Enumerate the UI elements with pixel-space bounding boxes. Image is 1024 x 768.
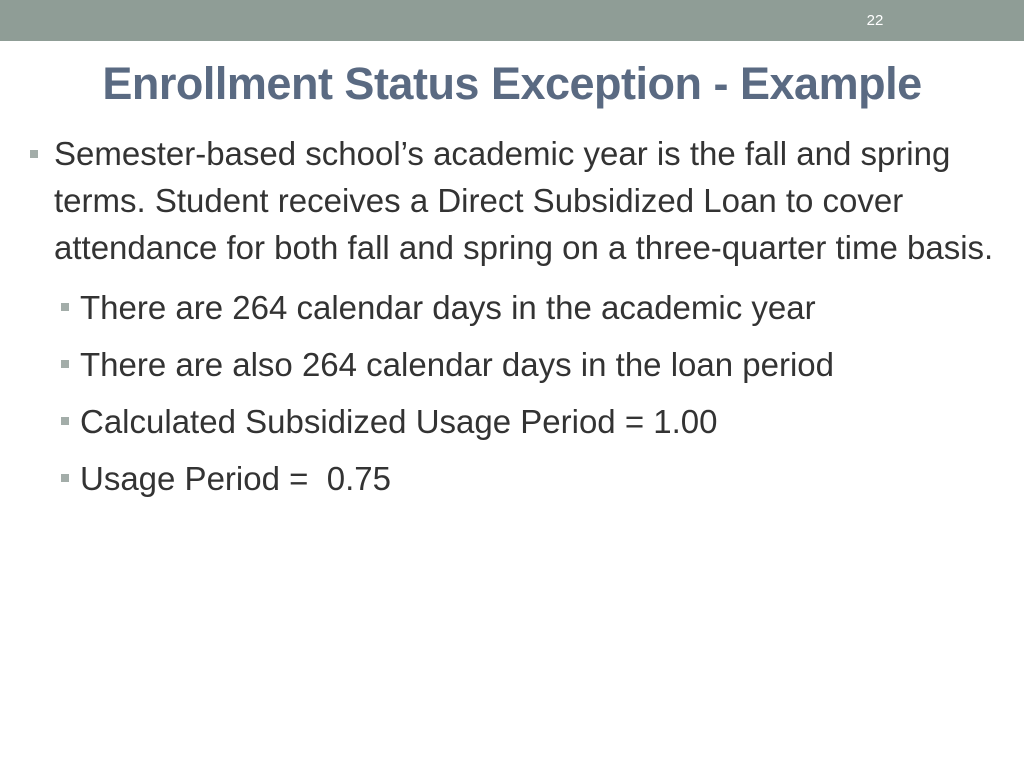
- slide-content: [0, 130, 1024, 507]
- slide-number: 22: [866, 12, 884, 29]
- sub-bullet-item: [0, 279, 1024, 336]
- sub-bullet-text: Usage Period = 0.75: [80, 460, 391, 497]
- slide-title: Enrollment Status Exception - Example: [102, 58, 922, 109]
- square-bullet-icon: [61, 303, 69, 311]
- bullet-text: Semester-based school’s academic year is the fall and spring terms. Student receives a Direct Subsidized Loan to cover attendance for both fall and spring on a three-quarter time basis.: [54, 135, 994, 266]
- sub-bullet-text: There are 264 calendar days in the academic year: [80, 289, 816, 326]
- sub-bullet-text: There are also 264 calendar days in the loan period: [80, 346, 834, 383]
- square-bullet-icon: [30, 150, 38, 158]
- top-bar: [0, 0, 1024, 41]
- sub-bullet-item: [0, 450, 1024, 507]
- square-bullet-icon: [61, 360, 69, 368]
- square-bullet-icon: [61, 474, 69, 482]
- bullet-item: [0, 130, 1024, 271]
- square-bullet-icon: [61, 417, 69, 425]
- sub-bullet-text: Calculated Subsidized Usage Period = 1.00: [80, 403, 718, 440]
- sub-bullet-item: [0, 393, 1024, 450]
- sub-bullet-item: [0, 336, 1024, 393]
